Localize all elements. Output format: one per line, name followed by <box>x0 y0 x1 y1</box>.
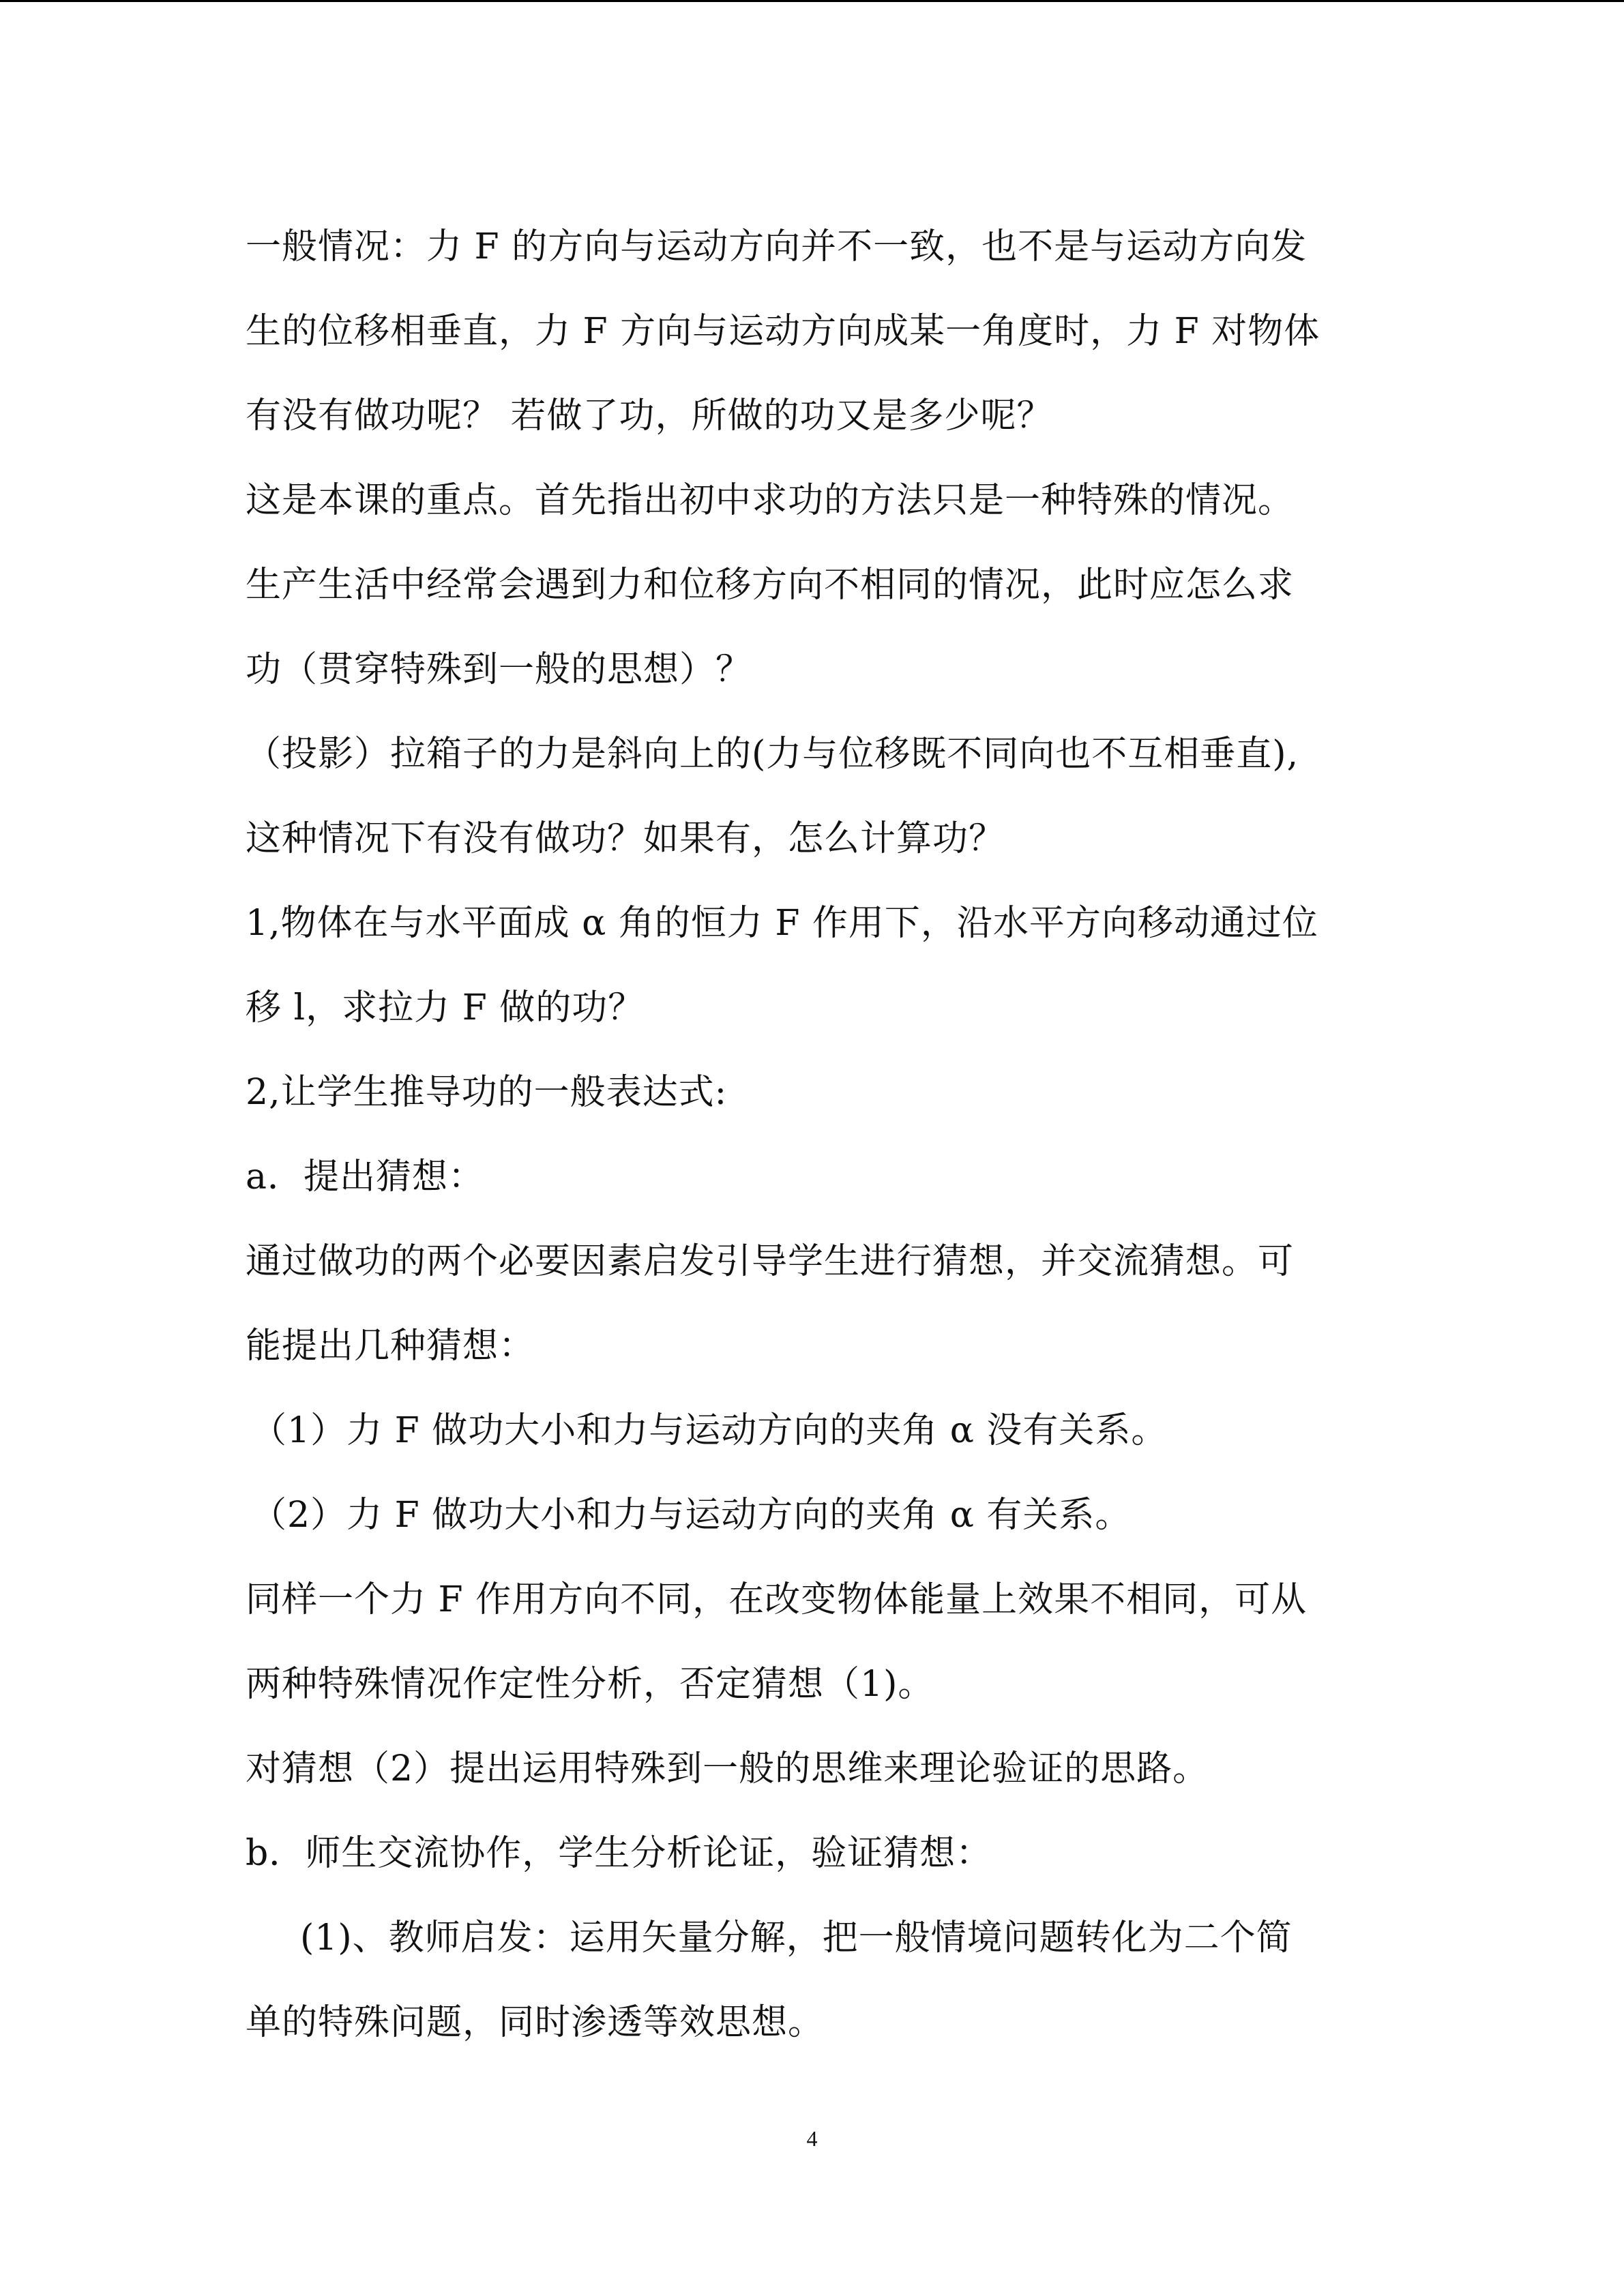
text-line: 1,物体在与水平面成 α 角的恒力 F 作用下，沿水平方向移动通过位 <box>246 903 1318 944</box>
text-line: 同样一个力 F 作用方向不同，在改变物体能量上效果不相同，可从 <box>246 1579 1308 1620</box>
text-line: 生的位移相垂直，力 F 方向与运动方向成某一角度时，力 F 对物体 <box>246 311 1320 352</box>
text-line: 2,让学生推导功的一般表达式: <box>246 1072 728 1113</box>
text-line: 通过做功的两个必要因素启发引导学生进行猜想，并交流猜想。可 <box>246 1241 1295 1282</box>
text-line: 两种特殊情况作定性分析，否定猜想（1)。 <box>246 1664 934 1705</box>
text-line: （投影）拉箱子的力是斜向上的(力与位移既不同向也不互相垂直), <box>246 734 1299 775</box>
text-line: 生产生活中经常会遇到力和位移方向不相同的情况，此时应怎么求 <box>246 565 1295 606</box>
top-border-line <box>0 0 1624 2</box>
text-line: b．师生交流协作，学生分析论证，验证猜想： <box>246 1833 992 1874</box>
text-line: 一般情况：力 F 的方向与运动方向并不一致，也不是与运动方向发 <box>246 226 1308 267</box>
text-line: 有没有做功呢？ 若做了功，所做的功又是多少呢？ <box>246 396 1053 436</box>
text-line: 对猜想（2）提出运用特殊到一般的思维来理论验证的思路。 <box>246 1748 1209 1789</box>
text-line: （1）力 F 做功大小和力与运动方向的夹角 α 没有关系。 <box>251 1410 1168 1451</box>
text-line: 功（贯穿特殊到一般的思想）？ <box>246 649 752 690</box>
text-line: 单的特殊问题，同时渗透等效思想。 <box>246 2002 825 2043</box>
text-line: （2）力 F 做功大小和力与运动方向的夹角 α 有关系。 <box>251 1495 1132 1536</box>
text-line: 这是本课的重点。首先指出初中求功的方法只是一种特殊的情况。 <box>246 480 1295 521</box>
text-line: (1)、教师启发：运用矢量分解，把一般情境问题转化为二个简 <box>300 1918 1293 1958</box>
text-line: 这种情况下有没有做功？如果有，怎么计算功？ <box>246 818 1005 859</box>
page-number: 4 <box>806 2126 818 2151</box>
text-line: 能提出几种猜想： <box>246 1326 535 1367</box>
document-body <box>246 205 1378 2065</box>
text-line: a．提出猜想： <box>246 1157 485 1197</box>
text-line: 移 l，求拉力 F 做的功？ <box>246 987 645 1028</box>
